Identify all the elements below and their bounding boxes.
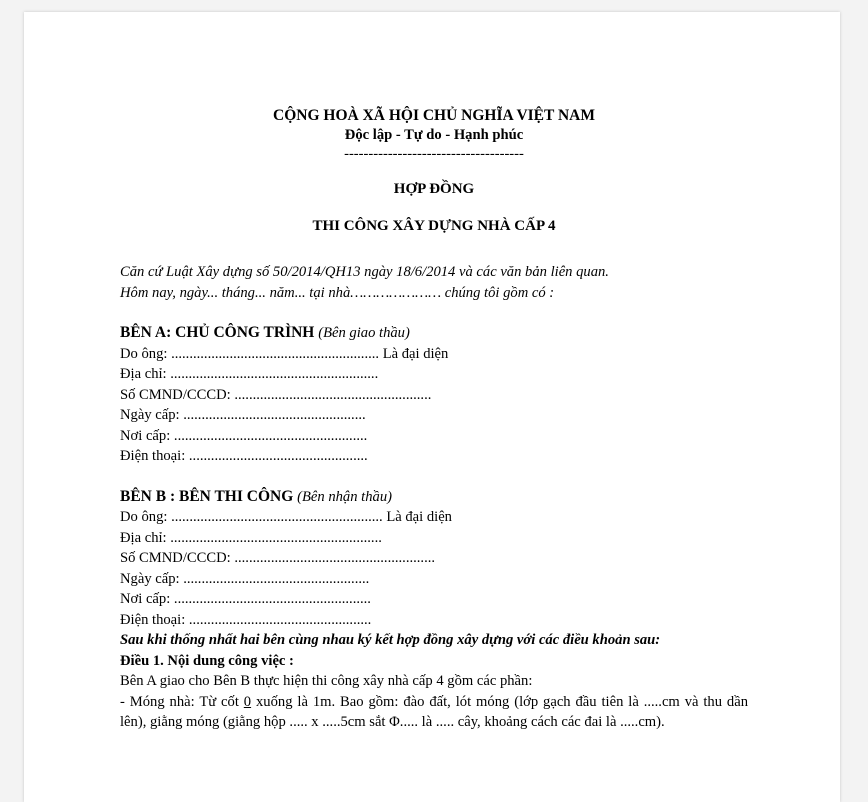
party-b-representative: Do ông: .......................................................... Là đại diện — [120, 509, 452, 525]
party-a-address: Địa chỉ: ......................................................... — [120, 366, 379, 382]
party-b-section — [120, 487, 748, 631]
party-a-id-number: Số CMND/CCCD: ...................................................... — [120, 386, 432, 403]
foundation-item-rest: xuống là 1m. Bao gồm: đào đất, lót móng (lớp gạch đầu tiên là .....cm và thu dần lên), giằng móng (giằng hộp ..... x .....5cm sắt Φ..... là ..... cây, khoảng cách các đai là .....cm). — [120, 693, 749, 730]
party-b-heading — [120, 487, 748, 508]
party-a-heading-text: BÊN A: CHỦ CÔNG TRÌNH — [120, 324, 315, 341]
party-a-issue-place: Nơi cấp: ..................................................... — [120, 427, 368, 444]
date-place-line: Hôm nay, ngày... tháng... năm... tại nhà………………… chúng tôi gồm có : — [120, 284, 555, 301]
article-1-foundation-item — [120, 692, 748, 733]
party-a-phone: Điện thoại: ................................................. — [120, 448, 368, 464]
header-rule: ------------------------------------- — [344, 146, 524, 162]
intro-section — [120, 262, 748, 303]
party-b-heading-text: BÊN B : BÊN THI CÔNG — [120, 487, 294, 505]
foundation-level: 0 — [243, 693, 252, 710]
document-content — [120, 106, 748, 733]
party-a-issue-date: Ngày cấp: .................................................. — [120, 407, 366, 423]
legal-basis-line: Căn cứ Luật Xây dựng số 50/2014/QH13 ngày 18/6/2014 và các văn bản liên quan. — [120, 264, 609, 280]
party-b-issue-place: Nơi cấp: ...................................................... — [120, 591, 371, 607]
national-title: CỘNG HOÀ XÃ HỘI CHỦ NGHĨA VIỆT NAM — [273, 107, 595, 124]
party-b-id-number: Số CMND/CCCD: ....................................................... — [120, 550, 436, 566]
article-1-intro: Bên A giao cho Bên B thực hiện thi công xây nhà cấp 4 gồm các phần: — [120, 673, 533, 689]
document-page — [24, 12, 840, 802]
agreement-statement: Sau khi thống nhất hai bên cùng nhau ký kết hợp đồng xây dựng với các điều khoản sau: — [120, 632, 661, 648]
party-b-phone: Điện thoại: .................................................. — [120, 611, 372, 628]
party-b-issue-date: Ngày cấp: ................................................... — [120, 570, 370, 587]
national-motto: Độc lập - Tự do - Hạnh phúc — [344, 127, 524, 143]
article-1-heading: Điều 1. Nội dung công việc : — [120, 652, 294, 669]
party-a-representative: Do ông: ......................................................... Là đại diện — [120, 345, 449, 362]
party-b-note: (Bên nhận thầu) — [297, 488, 392, 505]
party-b-address: Địa chỉ: .......................................................... — [120, 529, 382, 546]
contract-title: HỢP ĐỒNG — [393, 181, 475, 197]
party-a-heading — [120, 323, 748, 344]
foundation-item-start: - Móng nhà: Từ cốt — [120, 693, 244, 710]
party-a-section — [120, 323, 748, 467]
party-a-note: (Bên giao thầu) — [318, 325, 410, 341]
contract-subtitle: THI CÔNG XÂY DỰNG NHÀ CẤP 4 — [312, 217, 556, 234]
